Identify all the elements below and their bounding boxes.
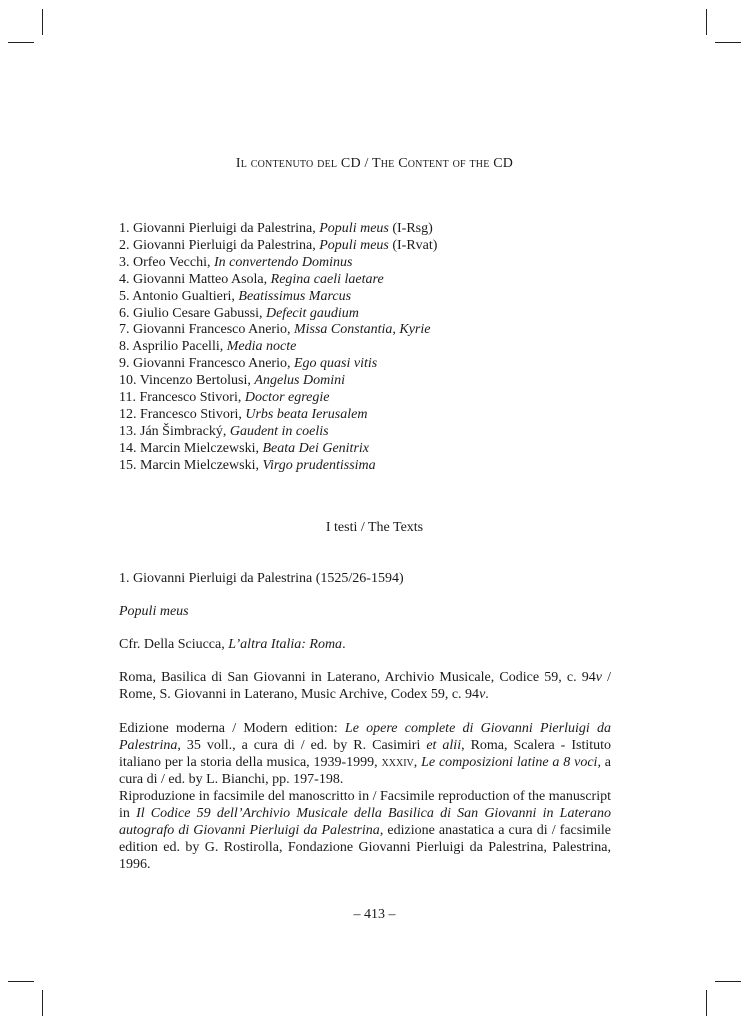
crop-mark-bottom-right-horizontal <box>715 981 741 982</box>
cd-track-list <box>119 221 437 475</box>
crop-mark-bottom-left-vertical <box>42 990 43 1016</box>
track-item: 2. Giovanni Pierluigi da Palestrina, Populi meus (I-Rvat) <box>119 237 438 253</box>
work-title: Populi meus <box>119 604 189 619</box>
page-number: – 413 – <box>353 907 396 922</box>
track-item: 8. Asprilio Pacelli, Media nocte <box>119 339 297 355</box>
track-item: 13. Ján Šimbracký, Gaudent in coelis <box>119 423 329 439</box>
source-paragraph: Roma, Basilica di San Giovanni in Laterano, Archivio Musicale, Codice 59, c. 94v / Rome, S. Giovanni in Laterano, Music Archive, Codex 59, c. 94v. <box>119 670 611 702</box>
cd-content-heading: Il contenuto del CD / The Content of the CD <box>235 156 514 171</box>
crop-mark-top-right-horizontal <box>715 42 741 43</box>
track-item: 1. Giovanni Pierluigi da Palestrina, Populi meus (I-Rsg) <box>119 221 433 236</box>
texts-heading: I testi / The Texts <box>325 520 424 535</box>
entry-title: 1. Giovanni Pierluigi da Palestrina (1525/26-1594) <box>119 571 404 586</box>
track-item: 15. Marcin Mielczewski, Virgo prudentissima <box>119 457 376 473</box>
track-item: 9. Giovanni Francesco Anerio, Ego quasi vitis <box>119 356 378 372</box>
crop-mark-top-right-vertical <box>706 9 707 35</box>
track-item: 4. Giovanni Matteo Asola, Regina caeli laetare <box>119 271 384 287</box>
crop-mark-bottom-right-vertical <box>706 990 707 1016</box>
track-item: 10. Vincenzo Bertolusi, Angelus Domini <box>119 373 345 389</box>
edition-paragraph: Edizione moderna / Modern edition: Le opere complete di Giovanni Pierluigi da Palestrina, 35 voll., a cura di / ed. by R. Casimiri et alii, Roma, Scalera - Istituto italiano per la storia della musica, 1939-1999, xxxiv, Le composizioni latine a 8 voci, a cura di / ed. by L. Bianchi, pp. 197-198. <box>119 721 612 787</box>
track-item: 11. Francesco Stivori, Doctor egregie <box>119 390 330 406</box>
track-item: 6. Giulio Cesare Gabussi, Defecit gaudium <box>119 305 359 321</box>
crop-mark-bottom-left-horizontal <box>8 981 34 982</box>
track-item: 12. Francesco Stivori, Urbs beata Ierusalem <box>119 406 368 422</box>
track-item: 5. Antonio Gualtieri, Beatissimus Marcus <box>119 288 352 304</box>
cfr-reference: Cfr. Della Sciucca, L’altra Italia: Roma. <box>119 637 346 652</box>
crop-mark-top-left-horizontal <box>8 42 34 43</box>
track-item: 7. Giovanni Francesco Anerio, Missa Constantia, Kyrie <box>119 322 431 338</box>
track-item: 3. Orfeo Vecchi, In convertendo Dominus <box>119 254 353 270</box>
facsimile-paragraph: Riproduzione in facsimile del manoscritto in / Facsimile reproduction of the manuscript in Il Codice 59 dell’Archivio Musicale della Basilica di San Giovanni in Laterano autografo di Giovanni Pierluigi da Palestrina, edizione anastatica a cura di / facsimile edition ed. by G. Rostirolla, Fondazione Giovanni Pierluigi da Palestrina, Palestrina, 1996. <box>119 789 612 872</box>
track-item: 14. Marcin Mielczewski, Beata Dei Genitrix <box>119 440 369 456</box>
crop-mark-top-left-vertical <box>42 9 43 35</box>
